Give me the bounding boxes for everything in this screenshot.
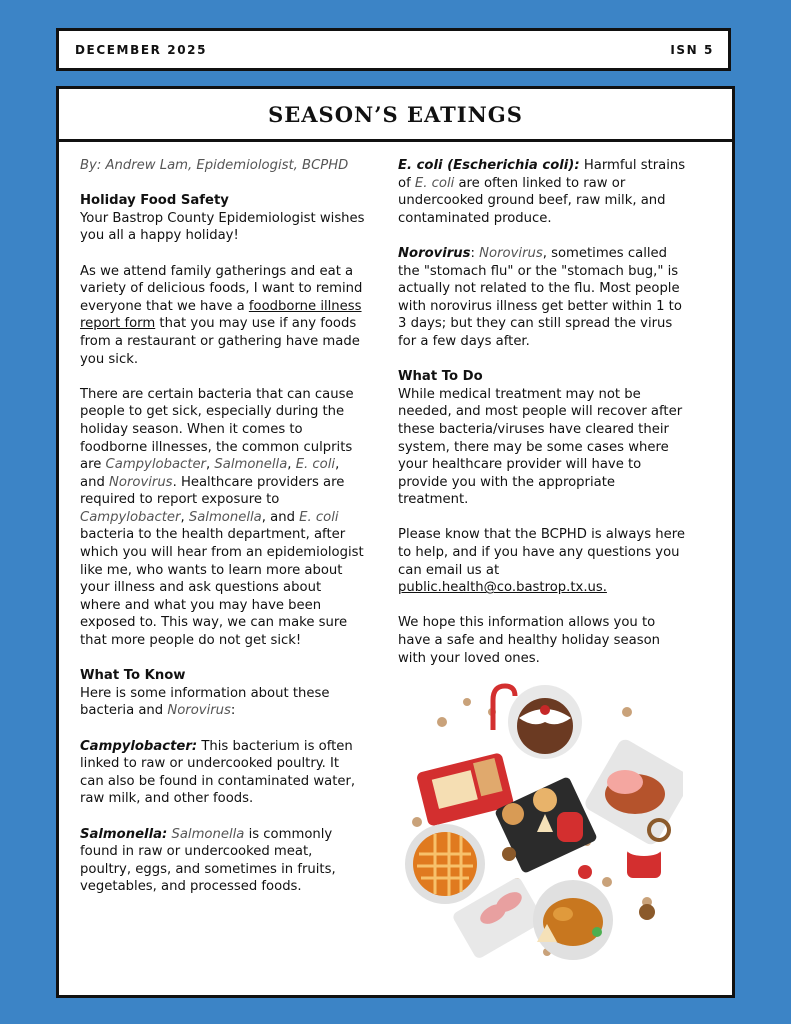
issue-header (56, 28, 731, 71)
campylobacter-paragraph (80, 738, 365, 808)
ecoli-name: E. coli (295, 457, 336, 473)
report-text-2: that you may use if any foods from a restaurant or gathering have made you sick. (80, 316, 360, 367)
ecoli-text-2: are often linked to raw or undercooked ground beef, raw milk, and contaminated produce. (398, 175, 666, 226)
issue-number: ISN 5 (670, 42, 714, 57)
salm-name: Salmonella (188, 509, 262, 525)
salm-name: Salmonella (214, 457, 288, 473)
report-form-link[interactable]: foodborne illness report form (80, 298, 362, 332)
byline: By: Andrew Lam, Epidemiologist, BCPHD (80, 158, 349, 173)
norovirus-label: Norovirus (398, 245, 471, 261)
left-column (80, 157, 365, 914)
bacteria-paragraph (80, 386, 365, 650)
right-column (398, 157, 688, 685)
campy-name: Campylobacter (80, 509, 181, 525)
know-intro: Here is some information about these bacteria and (80, 685, 330, 719)
todo-section (398, 368, 688, 509)
holiday-food-illustration (397, 682, 683, 972)
holiday-greeting: Your Bastrop County Epidemiologist wishes you all a happy holiday! (80, 210, 365, 244)
sep: , (180, 509, 189, 525)
issue-date: DECEMBER 2025 (75, 42, 208, 57)
campylobacter-label: Campylobacter: (80, 738, 198, 754)
bacteria-text-2: . Healthcare providers are required to report exposure to (80, 474, 345, 508)
ecoli-name: E. coli (299, 509, 339, 525)
salm-name: Salmonella (171, 826, 245, 842)
salmonella-label: Salmonella: (80, 826, 168, 842)
email-link[interactable]: public.health@co.bastrop.tx.us. (398, 580, 607, 596)
campy-name: Campylobacter (105, 457, 206, 473)
todo-heading: What To Do (398, 369, 483, 385)
ecoli-name: E. coli (414, 175, 455, 191)
bacteria-text-3: bacteria to the health department, after which you will hear from an epidemiologist like me, who wants to learn more about your illness and ask questions about where and what you may have been exposed to. This way, we can make sure that more people do not get sick! (80, 527, 364, 649)
campylobacter-text: This bacterium is often linked to raw or undercooked poultry. It can also be found in contaminated water, raw milk, and other foods. (80, 738, 356, 807)
closing-paragraph: We hope this information allows you to have a safe and healthy holiday season with your loved ones. (398, 615, 661, 666)
sep: , (205, 457, 215, 473)
know-intro-end: : (230, 703, 236, 719)
report-text-1: As we attend family gatherings and eat a variety of delicious foods, I want to remind everyone that we have a (80, 263, 363, 314)
ecoli-paragraph (398, 157, 688, 227)
holiday-section (80, 192, 365, 245)
sep: : (470, 245, 480, 261)
noro-name: Norovirus (167, 703, 231, 719)
sep: , and (261, 509, 300, 525)
article-title: SEASON’S EATINGS (59, 89, 732, 142)
know-section (80, 667, 365, 720)
ecoli-label: E. coli (Escherichia coli): (398, 158, 580, 173)
norovirus-text: , sometimes called the "stomach flu" or the "stomach bug," is actually not related to the flu. Most people with norovirus illness get better within 1 to 3 days; but they can still spread the virus for a few days after. (398, 245, 682, 349)
sep: , and (80, 457, 340, 490)
know-heading: What To Know (80, 668, 186, 684)
salmonella-text: is commonly found in raw or undercooked meat, poultry, eggs, and sometimes in fruits, vegetables, and processed foods. (80, 826, 336, 895)
contact-paragraph (398, 526, 688, 596)
holiday-heading: Holiday Food Safety (80, 193, 229, 209)
bacteria-text-1: There are certain bacteria that can cause people to get sick, especially during the holiday season. When it comes to foodborne illnesses, the common culprits are (80, 386, 354, 473)
norovirus-paragraph (398, 245, 688, 351)
contact-text: Please know that the BCPHD is always here to help, and if you have any questions you can email us at (398, 527, 685, 578)
article-panel (56, 86, 735, 998)
ecoli-text-1: Harmful strains of (398, 158, 686, 191)
report-paragraph (80, 263, 365, 369)
noro-name: Norovirus (479, 245, 543, 261)
noro-name: Norovirus (109, 474, 173, 490)
salmonella-paragraph (80, 826, 365, 896)
sep: , (287, 457, 296, 473)
todo-text: While medical treatment may not be needed, and most people will recover after these bacteria/viruses have cleared their system, there may be some cases where your healthcare provider will have to provide you with the appropriate treatment. (398, 386, 683, 508)
